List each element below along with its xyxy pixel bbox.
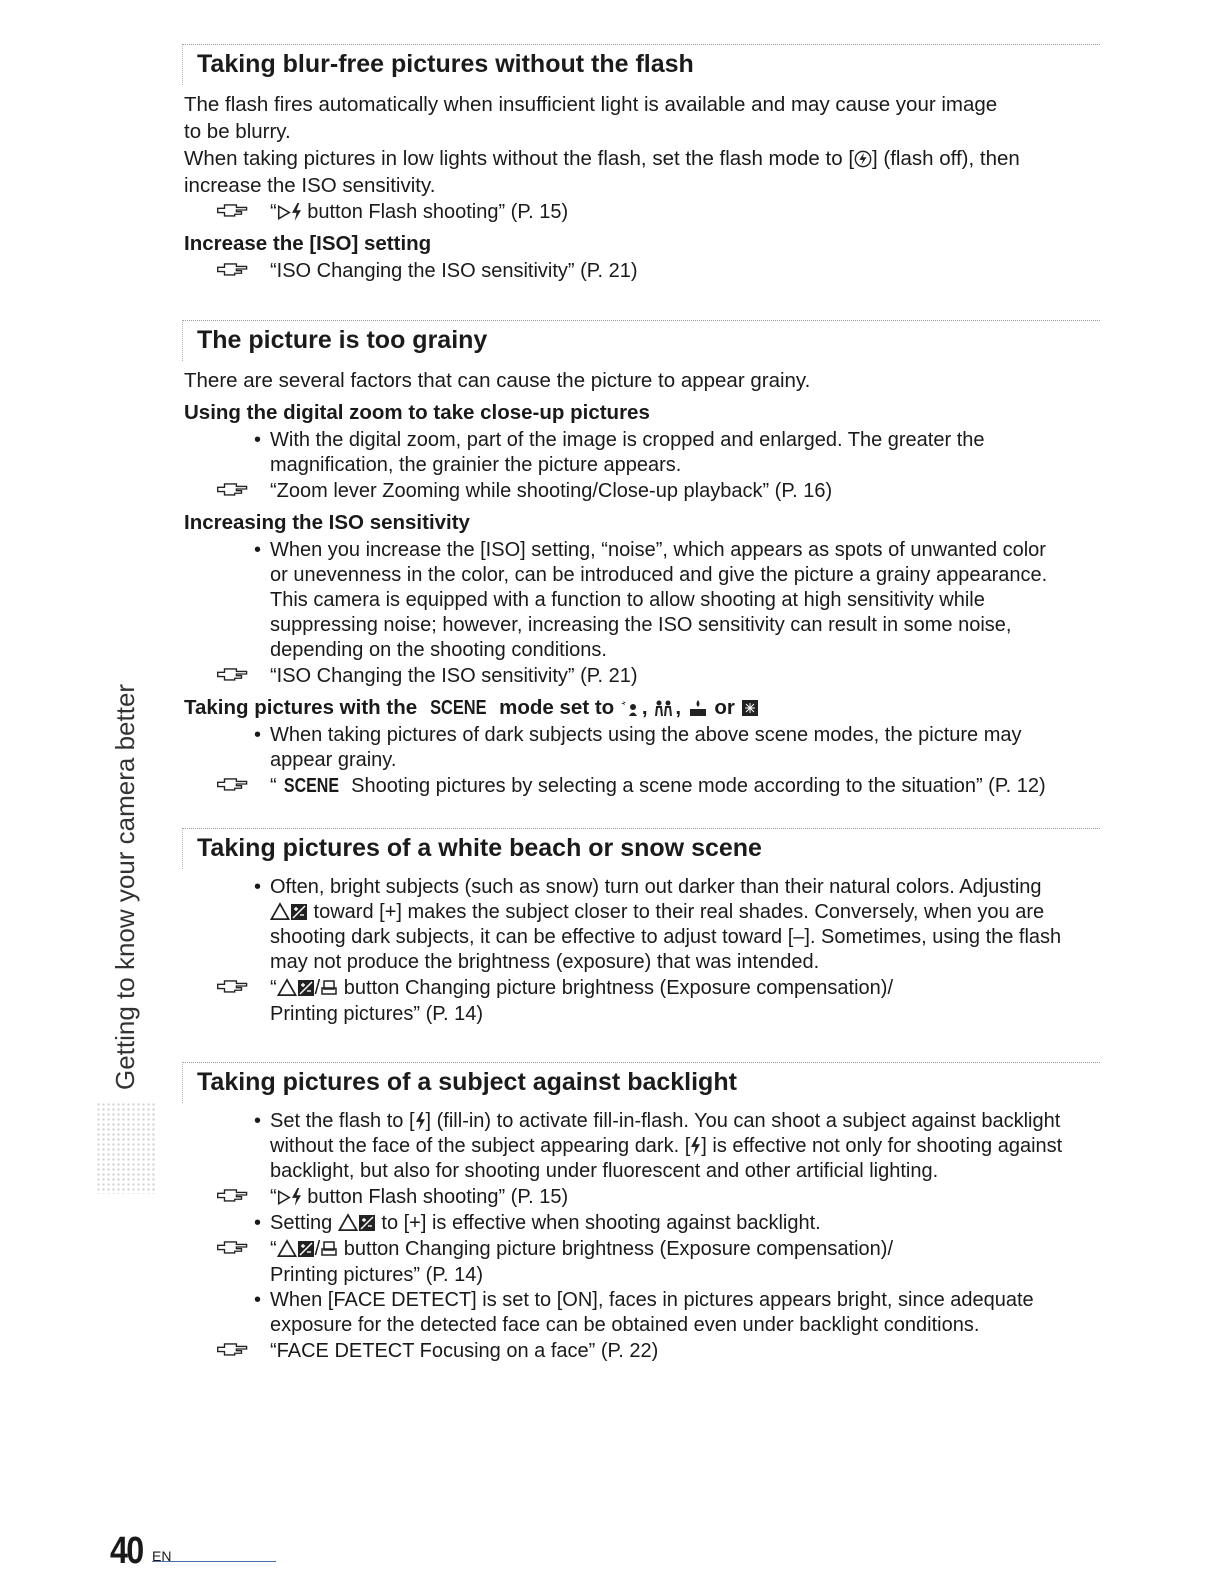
fireworks-icon [741, 699, 759, 717]
reference-hand-icon [216, 665, 250, 683]
text: “Zoom lever Zooming while shooting/Close-up playback” (P. 16) [270, 480, 833, 502]
section-title: Taking pictures of a subject against backlight [197, 1068, 737, 1096]
bullet-continuation: shooting dark subjects, it can be effective to adjust toward [–]. Sometimes, using the flash [270, 926, 1062, 948]
bullet-continuation: suppressing noise; however, increasing the ISO sensitivity can result in some noise, [270, 614, 1012, 636]
text: toward [+] makes the subject closer to their real shades. Conversely, when you are [308, 901, 1045, 923]
flash-icon [690, 1137, 701, 1155]
exposure-compensation-icon [358, 1214, 376, 1232]
reference-hand-icon [216, 480, 250, 498]
section-blur-free [182, 44, 1100, 285]
section-header [182, 828, 1100, 869]
exposure-triangle-icon [277, 1239, 297, 1258]
text: “ [270, 775, 277, 797]
text: “ [270, 1238, 277, 1260]
text: button Flash shooting” (P. 15) [301, 201, 569, 223]
play-triangle-icon [277, 1189, 291, 1206]
paragraph: The flash fires automatically when insufficient light is available and may cause your image [184, 93, 998, 116]
text: Taking pictures with the [184, 696, 423, 719]
reference-hand-icon [216, 260, 250, 278]
text: ] is effective not only for shooting against [701, 1135, 1063, 1157]
indoor-icon [653, 699, 675, 717]
bullet-item [182, 1109, 1100, 1134]
bullet-item [182, 1211, 1100, 1236]
exposure-compensation-icon [297, 1240, 315, 1258]
section-header [182, 1062, 1100, 1103]
flash-icon [415, 1112, 426, 1130]
side-tab-texture [96, 1102, 156, 1194]
text: button Flash shooting” (P. 15) [301, 1186, 569, 1208]
page-footer [110, 1530, 172, 1573]
printer-icon [320, 979, 338, 997]
exposure-compensation-icon [290, 903, 308, 921]
text: or [708, 696, 741, 719]
cross-reference-continuation: Printing pictures” (P. 14) [270, 1003, 484, 1025]
text: without the face of the subject appearing dark. [ [270, 1135, 691, 1157]
text: “ [270, 201, 277, 223]
bullet-continuation [182, 1134, 1100, 1159]
reference-hand-icon [216, 1238, 250, 1256]
text: ] (flash off), then [872, 147, 1020, 170]
subheading: Increasing the ISO sensitivity [184, 511, 470, 534]
text: “ [270, 977, 277, 999]
play-triangle-icon [277, 204, 291, 221]
section-title: The picture is too grainy [197, 326, 488, 354]
text: Shooting pictures by selecting a scene mode according to the situation” (P. 12) [345, 775, 1046, 797]
section-header [182, 44, 1100, 85]
reference-hand-icon [216, 1340, 250, 1358]
bullet-continuation: depending on the shooting conditions. [270, 639, 607, 661]
section-too-grainy [182, 320, 1100, 800]
text: mode set to [493, 696, 620, 719]
text: button Changing picture brightness (Exposure compensation)/ [338, 1238, 893, 1260]
text: to [+] is effective when shooting against backlight. [375, 1212, 821, 1234]
text: “ISO Changing the ISO sensitivity” (P. 21) [270, 260, 638, 282]
printer-icon [320, 1240, 338, 1258]
text: “ISO Changing the ISO sensitivity” (P. 21) [270, 665, 638, 687]
text: Setting [270, 1212, 338, 1234]
cross-reference [182, 774, 1100, 799]
language-code: EN [152, 1548, 172, 1564]
paragraph: increase the ISO sensitivity. [184, 174, 436, 197]
reference-hand-icon [216, 1186, 250, 1204]
bullet-continuation: magnification, the grainier the picture appears. [270, 454, 682, 476]
section-white-beach [182, 828, 1100, 1027]
section-header [182, 320, 1100, 361]
bullet-continuation [182, 900, 1100, 925]
bullet-item: • When [FACE DETECT] is set to [ON], faces in pictures appears bright, since adequate [182, 1288, 1100, 1313]
text: ] (fill-in) to activate fill-in-flash. You can shoot a subject against backlight [425, 1110, 1061, 1132]
section-title: Taking pictures of a white beach or snow scene [197, 834, 762, 862]
bullet-continuation: exposure for the detected face can be obtained even under backlight conditions. [270, 1314, 980, 1336]
exposure-triangle-icon [277, 978, 297, 997]
reference-hand-icon [216, 977, 250, 995]
reference-hand-icon [216, 201, 250, 219]
exposure-triangle-icon [270, 902, 290, 921]
flash-icon [291, 203, 302, 221]
text: “ [270, 1186, 277, 1208]
scene-label: SCENE [283, 775, 339, 797]
text: button Changing picture brightness (Exposure compensation)/ [338, 977, 893, 999]
paragraph: There are several factors that can cause the picture to appear grainy. [184, 369, 811, 392]
paragraph: to be blurry. [184, 120, 291, 143]
paragraph [184, 145, 1100, 172]
bullet-item: • Often, bright subjects (such as snow) turn out darker than their natural colors. Adjusting [182, 875, 1100, 900]
scene-label: SCENE [429, 696, 487, 719]
cross-reference [182, 200, 1100, 225]
cross-reference [182, 664, 1100, 689]
bullet-item: • When taking pictures of dark subjects using the above scene modes, the picture may [182, 723, 1100, 748]
cross-reference [182, 1339, 1100, 1364]
exposure-triangle-icon [338, 1213, 358, 1232]
page-number: 40 [110, 1530, 143, 1572]
section-backlight [182, 1062, 1100, 1365]
reference-hand-icon [216, 775, 250, 793]
cross-reference [182, 1185, 1100, 1210]
text: “FACE DETECT Focusing on a face” (P. 22) [270, 1340, 659, 1362]
section-title: Taking blur-free pictures without the flash [197, 50, 694, 78]
side-tab: Getting to know your camera better [110, 683, 140, 1090]
exposure-compensation-icon [297, 979, 315, 997]
cross-reference [182, 479, 1100, 504]
footer-rule [152, 1561, 276, 1562]
subheading: Using the digital zoom to take close-up pictures [184, 401, 650, 424]
bullet-continuation: This camera is equipped with a function to allow shooting at high sensitivity while [270, 589, 985, 611]
bullet-continuation: may not produce the brightness (exposure) that was intended. [270, 951, 820, 973]
subheading: Increase the [ISO] setting [184, 232, 432, 255]
text: Set the flash to [ [270, 1110, 415, 1132]
cross-reference-continuation: Printing pictures” (P. 14) [270, 1264, 484, 1286]
flash-off-icon [854, 150, 872, 168]
cross-reference [182, 259, 1100, 284]
bullet-item: • When you increase the [ISO] setting, “noise”, which appears as spots of unwanted color [182, 538, 1100, 563]
text: When taking pictures in low lights without the flash, set the flash mode to [ [184, 147, 855, 170]
cross-reference: “ / button Changing picture brightness (Exposure compensation)/ [182, 1237, 1100, 1262]
bullet-continuation: appear grainy. [270, 749, 397, 771]
subheading: Taking pictures with the SCENE mode set to , , or [184, 695, 1100, 721]
candle-icon [687, 699, 709, 717]
bullet-continuation: backlight, but also for shooting under fluorescent and other artificial lighting. [270, 1160, 939, 1182]
night-portrait-icon [620, 699, 642, 717]
bullet-continuation: or unevenness in the color, can be introduced and give the picture a grainy appearance. [270, 564, 1048, 586]
bullet-item: • With the digital zoom, part of the image is cropped and enlarged. The greater the [182, 428, 1100, 453]
flash-icon [291, 1188, 302, 1206]
cross-reference: “ / button Changing picture brightness (Exposure compensation)/ [182, 976, 1100, 1001]
